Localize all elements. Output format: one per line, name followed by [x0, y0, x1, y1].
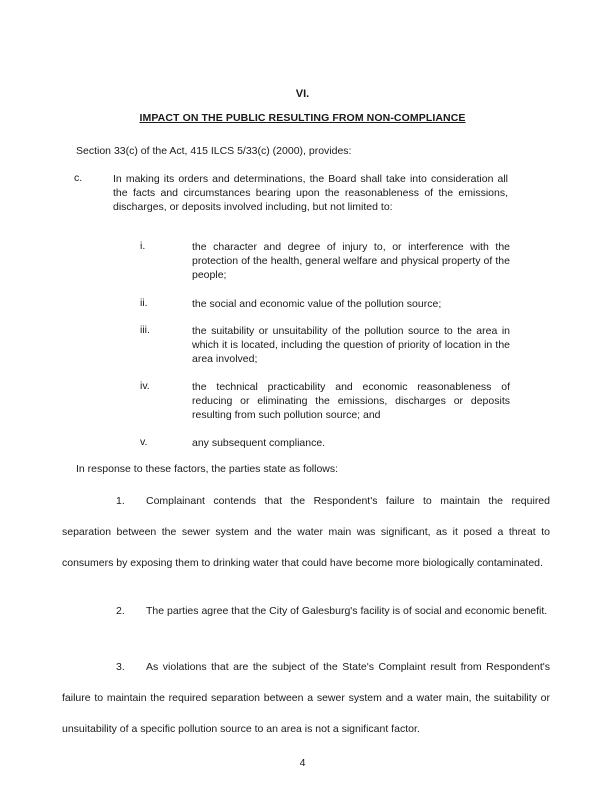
- factor-text: the social and economic value of the pollution source;: [192, 298, 442, 310]
- paragraph: [62, 486, 550, 579]
- statute-intro: Section 33(c) of the Act, 415 ILCS 5/33(c) (2000), provides:: [76, 145, 352, 157]
- section-number: VI.: [295, 88, 310, 100]
- paragraph-text: As violations that are the subject of the State's Complaint result from Respondent's failure to maintain the required separation between a sewer system and a water main, the suitability or unsuitability of a specific pollution source to an area is not a significant factor.: [62, 661, 550, 735]
- factor-text: any subsequent compliance.: [192, 437, 326, 449]
- factor-number: iv.: [140, 380, 150, 392]
- paragraph-text: Complainant contends that the Respondent's failure to maintain the required separation between the sewer system and the water main was significant, as it posed a threat to consumers by exposing them to drinking water that could have become more biologically contaminated.: [62, 495, 550, 569]
- paragraph-number: 2.: [116, 605, 125, 617]
- factor-text: the character and degree of injury to, or interference with the protection of the health, general welfare and physical property of the people;: [192, 241, 510, 281]
- clause-label: c.: [74, 172, 83, 184]
- paragraph-number: 1.: [116, 495, 125, 507]
- clause-text: In making its orders and determinations, the Board shall take into consideration all the facts and circumstances bearing upon the reasonableness of the emissions, discharges, or deposits involved including, but not limited to:: [113, 173, 508, 213]
- factor-number: v.: [140, 436, 148, 448]
- response-intro: In response to these factors, the parties state as follows:: [76, 463, 339, 475]
- factor-text: the suitability or unsuitability of the pollution source to the area in which it is located, including the question of priority of location in the area involved;: [192, 325, 510, 365]
- factor-number: ii.: [140, 297, 148, 309]
- factor-number: i.: [140, 240, 146, 252]
- paragraph-number: 3.: [116, 661, 125, 673]
- factor-number: iii.: [140, 324, 150, 336]
- factor-text: the technical practicability and economic reasonableness of reducing or eliminating the emissions, discharges or deposits resulting from such pollution source; and: [192, 381, 510, 421]
- paragraph: [62, 652, 550, 745]
- paragraph-text: The parties agree that the City of Galesburg's facility is of social and economic benefit.: [146, 605, 548, 617]
- paragraph: [62, 596, 550, 627]
- section-title: IMPACT ON THE PUBLIC RESULTING FROM NON-COMPLIANCE: [139, 112, 466, 124]
- page-number: 4: [299, 757, 306, 769]
